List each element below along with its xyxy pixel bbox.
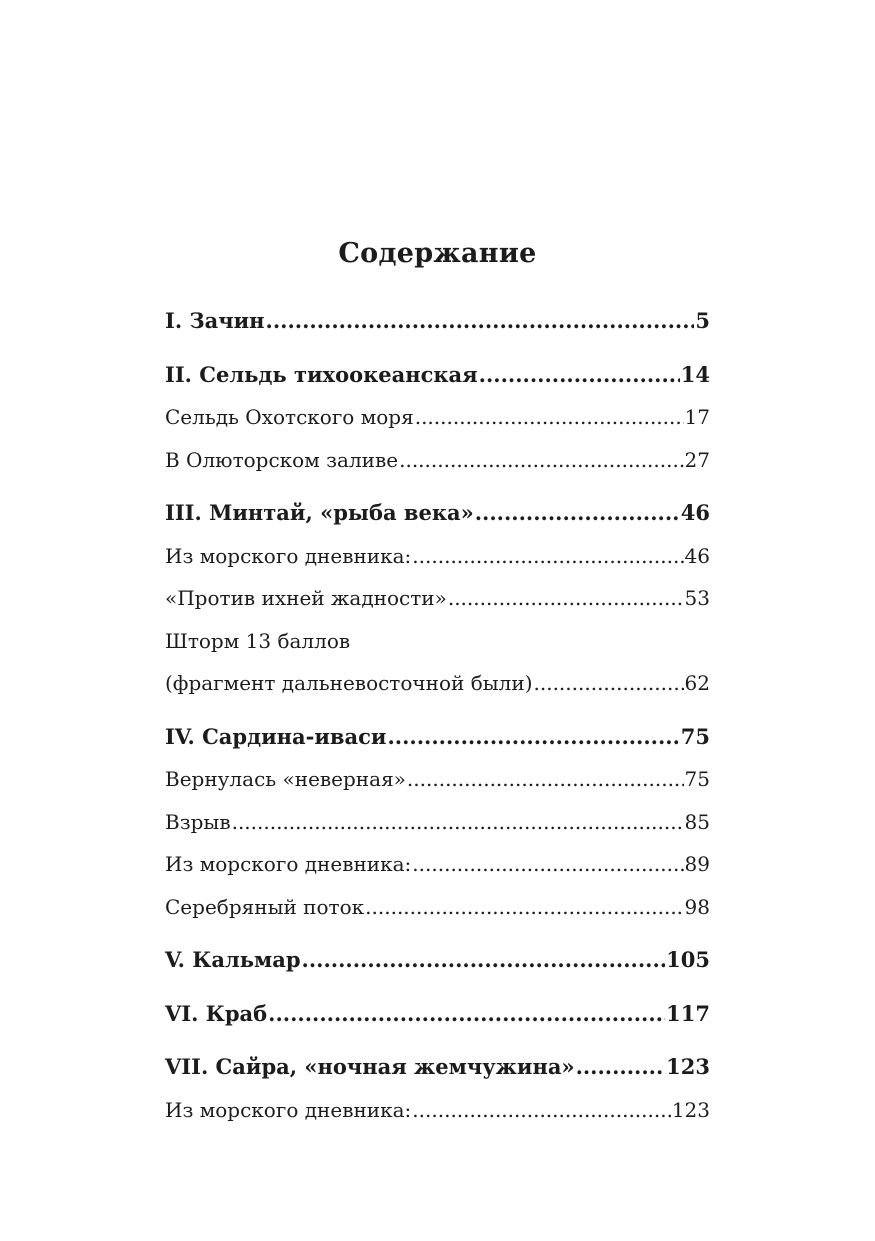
toc-entry-label: Сельдь Охотского моря (165, 405, 414, 429)
dot-leader (576, 1046, 666, 1089)
toc-entry-label: Шторм 13 баллов (165, 628, 351, 653)
toc-page-number: 123 (666, 1054, 710, 1079)
toc-entry-label: Из морского дневника: (165, 543, 412, 568)
dot-leader (479, 354, 680, 397)
toc-page-number: 53 (684, 586, 710, 610)
toc-section[interactable] (165, 843, 710, 886)
toc-page-number: 75 (680, 723, 710, 749)
dot-leader (412, 843, 683, 886)
dot-leader (302, 939, 666, 982)
dot-leader (268, 993, 665, 1036)
toc-page-number: 117 (666, 1000, 710, 1026)
toc-entry-label: Взрыв (165, 809, 231, 834)
toc-page-number: 46 (684, 543, 710, 568)
toc-entry-label: IV. Сардина-иваси (165, 723, 387, 749)
toc-entry-label: I. Зачин (165, 308, 265, 333)
dot-leader (412, 535, 683, 578)
toc-page-number: 5 (695, 308, 710, 333)
dot-leader (365, 886, 683, 929)
toc-entry-label: III. Минтай, «рыба века» (165, 500, 474, 525)
toc-page-number: 89 (684, 852, 710, 876)
toc-page-number: 17 (684, 405, 710, 429)
toc-page-number: 14 (680, 361, 710, 387)
toc-page-number: 62 (684, 671, 710, 695)
toc-section[interactable] (165, 758, 710, 801)
toc-entry-label: «Против ихней жадности» (165, 586, 447, 610)
toc-entry-label: II. Сельдь тихоокеанская (165, 361, 478, 387)
toc-chapter[interactable] (165, 1046, 710, 1089)
toc-section[interactable] (165, 662, 710, 705)
toc-section[interactable] (165, 577, 710, 620)
toc-section[interactable] (165, 1089, 710, 1132)
toc-page-number: 85 (684, 809, 710, 834)
toc-page-number: 46 (680, 500, 710, 525)
toc-section[interactable] (165, 801, 710, 844)
dot-leader (412, 1089, 671, 1132)
toc-entry-label: Из морского дневника: (165, 1097, 412, 1122)
toc-page-number: 105 (666, 947, 710, 972)
dot-leader (475, 492, 680, 535)
toc-section[interactable] (165, 439, 710, 482)
toc-page-number: 27 (684, 447, 710, 472)
toc-chapter[interactable] (165, 716, 710, 759)
toc-page-number: 98 (684, 894, 710, 919)
toc-entry-label: VI. Краб (165, 1000, 268, 1026)
toc-entry-label: Вернулась «неверная» (165, 767, 406, 791)
dot-leader (399, 439, 683, 482)
toc-entry-label: (фрагмент дальневосточной были) (165, 671, 533, 695)
dot-leader (448, 577, 684, 620)
dot-leader (407, 758, 684, 801)
toc-chapter[interactable] (165, 354, 710, 397)
toc-chapter[interactable] (165, 939, 710, 982)
table-of-contents (165, 300, 710, 1131)
dot-leader (266, 300, 695, 343)
toc-entry-label: Из морского дневника: (165, 852, 412, 876)
toc-entry-label: V. Кальмар (165, 947, 301, 972)
toc-chapter[interactable] (165, 300, 710, 343)
toc-section[interactable] (165, 396, 710, 439)
toc-chapter[interactable] (165, 993, 710, 1036)
dot-leader (232, 801, 684, 844)
dot-leader (415, 396, 684, 439)
toc-chapter[interactable] (165, 492, 710, 535)
toc-section[interactable] (165, 620, 710, 663)
dot-leader (534, 662, 684, 705)
toc-page-number: 123 (671, 1097, 710, 1122)
page-title: Содержание (338, 238, 537, 269)
dot-leader (387, 716, 679, 759)
toc-page-number: 75 (684, 767, 710, 791)
toc-section[interactable] (165, 535, 710, 578)
toc-section[interactable] (165, 886, 710, 929)
toc-entry-label: Серебряный поток (165, 894, 365, 919)
toc-entry-label: В Олюторском заливе (165, 447, 399, 472)
toc-entry-label: VII. Сайра, «ночная жемчужина» (165, 1054, 575, 1079)
